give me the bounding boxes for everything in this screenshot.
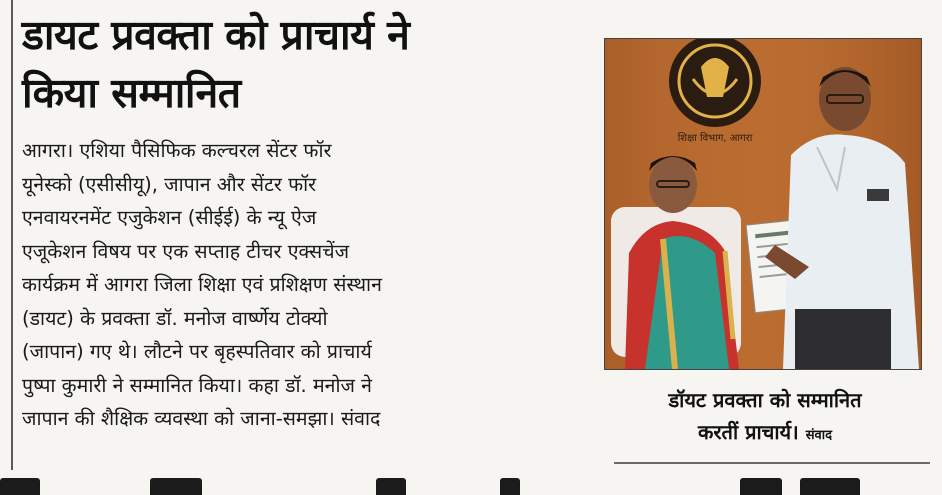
photo-caption (600, 384, 930, 452)
body-line: कार्यक्रम में आगरा जिला शिक्षा एवं प्रशिक्षण संस्थान (22, 273, 382, 296)
headline-line-2: किया सम्मानित (22, 69, 241, 117)
article-body (22, 134, 552, 436)
body-line: (जापान) गए थे। लौटने पर बृहस्पतिवार को प्राचार्य (22, 340, 372, 363)
caption-credit: संवाद (805, 428, 832, 443)
body-line: आगरा। एशिया पैसिफिक कल्चरल सेंटर फॉर (22, 139, 332, 162)
caption-line-2-text: करतीं प्राचार्य। (698, 420, 799, 444)
emblem-icon (669, 39, 761, 127)
headline-line-1: डायट प्रवक्ता को प्राचार्य ने (22, 11, 410, 59)
caption-line-2 (600, 416, 930, 452)
news-photo (604, 38, 922, 370)
caption-rule (614, 462, 930, 464)
article-headline (22, 6, 582, 122)
emblem-text: शिक्षा विभाग, आगरा (677, 133, 753, 144)
cropped-next-headline (0, 478, 942, 495)
body-line: जापान की शैक्षिक व्यवस्था को जाना-समझा। संवाद (22, 407, 381, 430)
body-line: पुष्पा कुमारी ने सम्मानित किया। कहा डॉ. मनोज ने (22, 373, 372, 397)
photo-illustration (605, 39, 921, 369)
body-line: यूनेस्को (एसीसीयू), जापान और सेंटर फॉर (22, 172, 317, 196)
caption-line-1: डॉयट प्रवक्ता को सम्मानित (668, 388, 862, 412)
body-line: (डायट) के प्रवक्ता डॉ. मनोज वार्ष्णेय टोक्यो (22, 306, 328, 330)
column-rule (11, 0, 13, 470)
body-line: एजूकेशन विषय पर एक सप्ताह टीचर एक्सचेंज (22, 239, 350, 263)
body-line: एनवायरनमेंट एजुकेशन (सीईई) के न्यू ऐज (22, 206, 317, 229)
